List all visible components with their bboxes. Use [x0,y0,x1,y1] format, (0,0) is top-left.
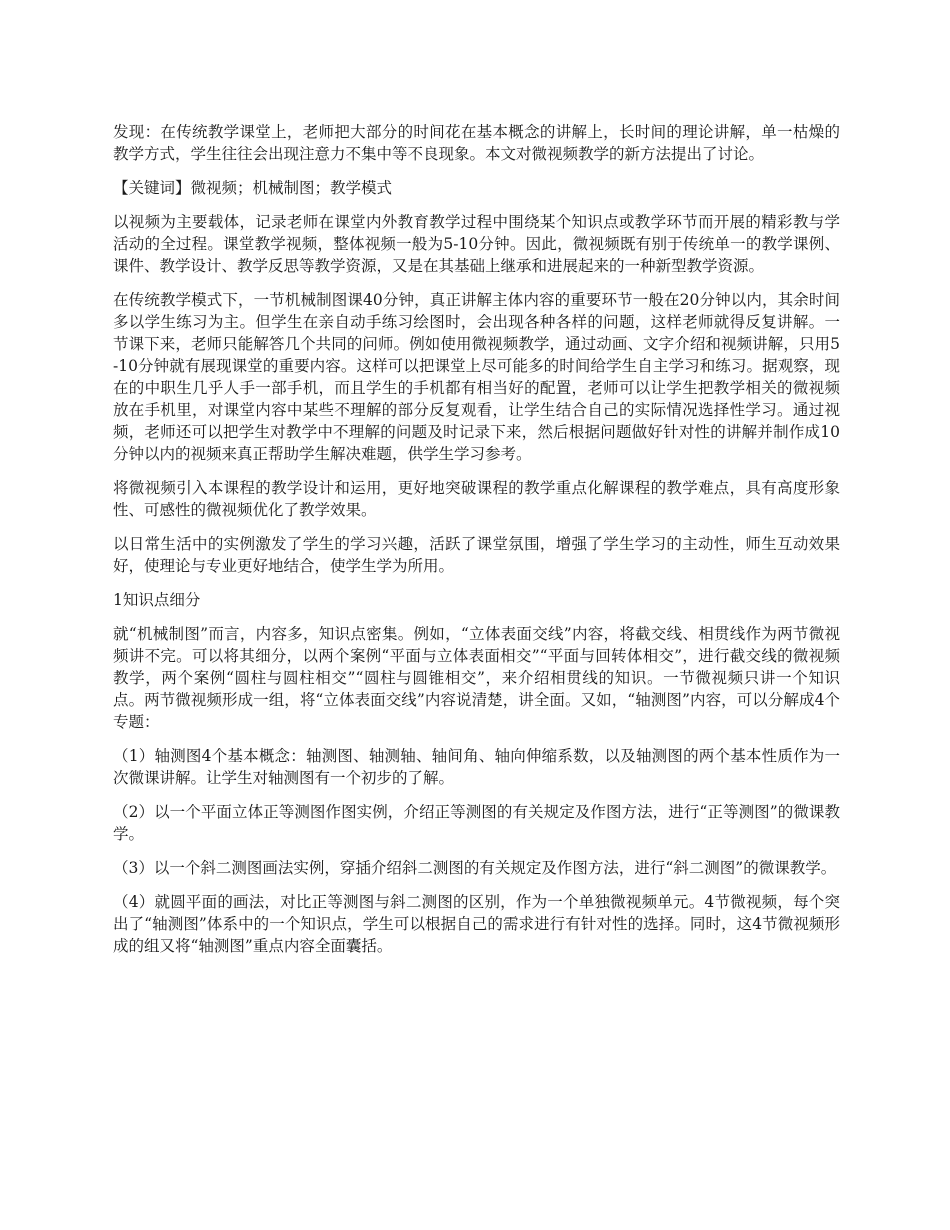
list-item: （2）以一个平面立体正等测图作图实例，介绍正等测图的有关规定及作图方法，进行“正等测图”的微课教学。 [113,803,840,843]
keywords: 【关键词】微视频；机械制图；教学模式 [113,179,393,197]
list-item: （4）就圆平面的画法，对比正等测图与斜二测图的区别，作为一个单独微视频单元。4节微视频，每个突出了“轴测图”体系中的一个知识点，学生可以根据自己的需求进行有针对性的选择。同时，这4节微视频形成的组又将“轴测图”重点内容全面囊括。 [113,893,840,955]
document-body [113,121,840,969]
paragraph-definition: 以视频为主要载体，记录老师在课堂内外教育教学过程中围绕某个知识点或教学环节而开展的精彩教与学活动的全过程。课堂教学视频，整体视频一般为5-10分钟。因此，微视频既有别于传统单一的教学课例、课件、教学设计、教学反思等教学资源，又是在其基础上继承和进展起来的一种新型教学资源。 [113,213,840,275]
paragraph-traditional-mode: 在传统教学模式下，一节机械制图课40分钟，真正讲解主体内容的重要环节一般在20分钟以内，其余时间多以学生练习为主。但学生在亲自动手练习绘图时，会出现各种各样的问题，这样老师就得反复讲解。一节课下来，老师只能解答几个共同的问师。例如使用微视频教学，通过动画、文字介绍和视频讲解，只用5-10分钟就有展现课堂的重要内容。这样可以把课堂上尽可能多的时间给学生自主学习和练习。据观察，现在的中职生几乎人手一部手机，而且学生的手机都有相当好的配置，老师可以让学生把教学相关的微视频放在手机里，对课堂内容中某些不理解的部分反复观看，让学生结合自己的实际情况选择性学习。通过视频，老师还可以把学生对教学中不理解的问题及时记录下来，然后根据问题做好针对性的讲解并制作成10分钟以内的视频来真正帮助学生解决难题，供学生学习参考。 [113,291,840,463]
paragraph-intro: 发现：在传统教学课堂上，老师把大部分的时间花在基本概念的讲解上，长时间的理论讲解，单一枯燥的教学方式，学生往往会出现注意力不集中等不良现象。本文对微视频教学的新方法提出了讨论。 [113,123,840,163]
section-heading: 1知识点细分 [113,591,201,609]
paragraph-knowledge-points: 就“机械制图”而言，内容多，知识点密集。例如，“立体表面交线”内容，将截交线、相贯线作为两节微视频讲不完。可以将其细分，以两个案例“平面与立体表面相交”“平面与回转体相交”，进行截交线的微视频教学，两个案例“圆柱与圆柱相交”“圆柱与圆锥相交”，来介绍相贯线的知识。一节微视频只讲一个知识点。两节微视频形成一组，将“立体表面交线”内容说清楚，讲全面。又如，“轴测图”内容，可以分解成4个专题： [113,625,840,731]
list-item: （1）轴测图4个基本概念：轴测图、轴测轴、轴间角、轴向伸缩系数，以及轴测图的两个基本性质作为一次微课讲解。让学生对轴测图有一个初步的了解。 [113,747,840,787]
paragraph-effect: 以日常生活中的实例激发了学生的学习兴趣，活跃了课堂氛围，增强了学生学习的主动性，师生互动效果好，使理论与专业更好地结合，使学生学为所用。 [113,535,840,575]
list-item: （3）以一个斜二测图画法实例，穿插介绍斜二测图的有关规定及作图方法，进行“斜二测图”的微课教学。 [113,859,837,877]
paragraph-application: 将微视频引入本课程的教学设计和运用，更好地突破课程的教学重点化解课程的教学难点，具有高度形象性、可感性的微视频优化了教学效果。 [113,479,840,519]
